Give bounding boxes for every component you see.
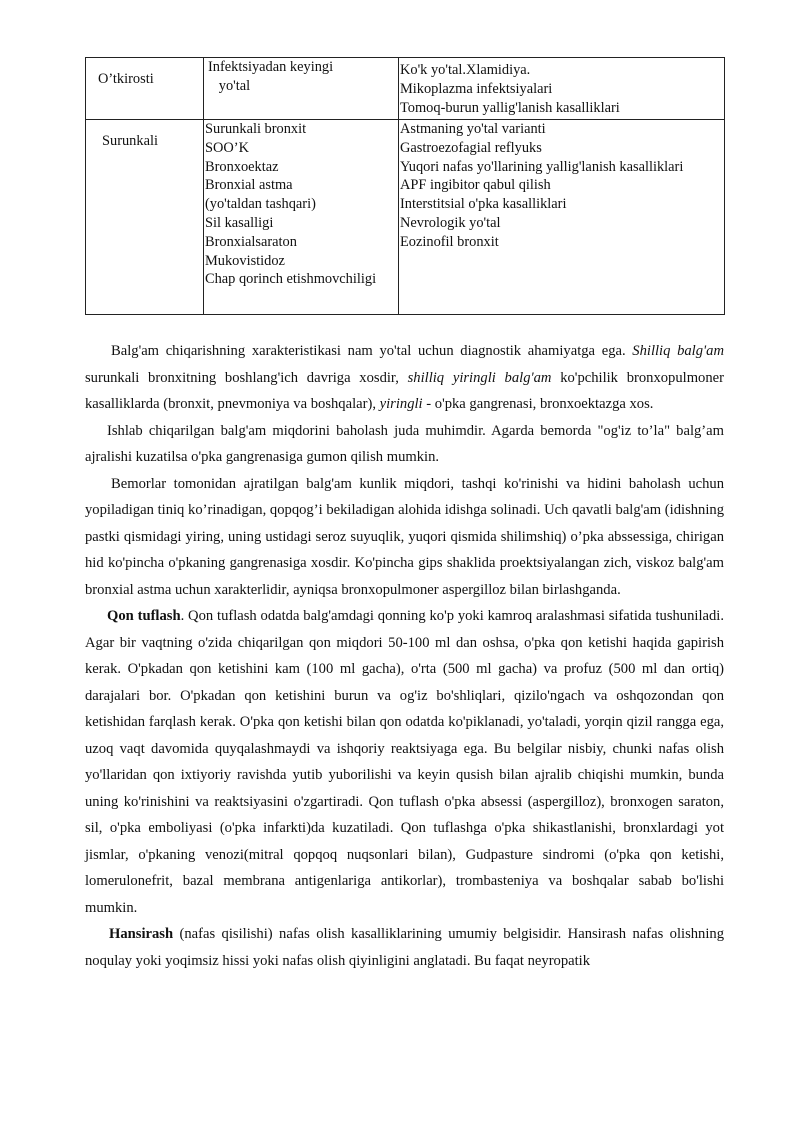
text-run: Balg'am chiqarishning xarakteristikasi nam yo'tal uchun diagnostik ahamiyatga ega. bbox=[111, 343, 633, 359]
list-item: Interstitsial o'pka kasalliklari bbox=[400, 196, 567, 213]
paragraph-sputum-assessment: Bemorlar tomonidan ajratilgan balg'am kunlik miqdori, tashqi ko'rinishi va hidini baholash uchun yopiladigan tiniq ko’rinadigan, qopqog’i bekiladigan alohida idishga solinadi. Uch qavatli balg'am (idishning pastki qismidagi yiring, uning ustidagi seroz suyuqlik, yuqori qismida shilimshiq) o’pka abssessiga, chirigan hid ko'pincha o'pkaning gangrenasiga xosdir. Ko'pincha gips shaklida proektsiyalangan zich, viskoz balg'am bronxial astma uchun xarakterlidir, ayniqsa bronxopulmoner aspergilloz bilan birlashganda. bbox=[85, 475, 724, 598]
heading-dyspnea: Hansirash bbox=[109, 926, 174, 942]
table-row bbox=[86, 58, 725, 120]
emphasis-mucopurulent-sputum: shilliq yiringli balg'am bbox=[407, 369, 552, 386]
cough-type-label: O’tkirosti bbox=[98, 71, 154, 87]
paragraph-sputum-amount: Ishlab chiqarilgan balg'am miqdorini baholash juda muhimdir. Agarda bemorda "og'iz to’la" balg’am ajralishi kuzatilsa o'pka gangrenasiga gumon qilish mumkin. bbox=[85, 422, 724, 465]
list-item: APF ingibitor qabul qilish bbox=[400, 177, 551, 194]
list-item: (yo'taldan tashqari) bbox=[205, 196, 316, 213]
table-cell-causes bbox=[204, 58, 399, 120]
cough-type-label: Surunkali bbox=[102, 133, 158, 149]
list-item: Mikoplazma infektsiyalari bbox=[400, 80, 553, 97]
list-item: Infektsiyadan keyingi bbox=[208, 59, 334, 75]
list-item: Eozinofil bronxit bbox=[400, 233, 499, 250]
causes-list bbox=[204, 120, 398, 289]
table-cell-type bbox=[86, 58, 204, 120]
table-cell-causes bbox=[204, 120, 399, 315]
text-run: (nafas qisilishi) nafas olish kasalliklarining umumiy belgisidir. Hansirash nafas olishning noqulay yoki yoqimsiz hissi yoki nafas olish qiyinligini anglatadi. Bu faqat neyropatik bbox=[85, 926, 724, 969]
text-run: ko'pchilik bronxopulmoner kasalliklarda (bronxit, pnevmoniya va boshqalar), bbox=[85, 369, 724, 412]
table-cell-notes bbox=[399, 58, 725, 120]
list-item: Ko'k yo'tal.Xlamidiya. bbox=[400, 62, 531, 78]
list-item: yo'tal bbox=[208, 77, 251, 94]
text-run: - o'pka gangrenasi, bronxoektazga xos. bbox=[422, 396, 654, 412]
emphasis-purulent: yiringli bbox=[379, 396, 423, 412]
list-item: Bronxoektaz bbox=[205, 158, 279, 175]
list-item: Yuqori nafas yo'llarining yallig'lanish kasalliklari bbox=[400, 158, 684, 175]
list-item: Bronxial astma bbox=[205, 177, 293, 194]
table-cell-type bbox=[86, 120, 204, 315]
list-item: Nevrologik yo'tal bbox=[400, 214, 501, 231]
list-item: Sil kasalligi bbox=[205, 214, 274, 231]
list-item: Chap qorinch etishmovchiligi bbox=[205, 271, 377, 288]
text-run: . Qon tuflash odatda balg'amdagi qonning ko'p yoki kamroq aralashmasi sifatida tushuniladi. Agar bir vaqtning o'zida chiqarilgan qon miqdori 50-100 ml dan oshsa, o'pka qon ketishi haqida gapirish kerak. O'pkadan qon ketishini kam (100 ml gacha), o'rta (500 ml gacha) va profuz (500 ml dan ortiq) darajalari bor. O'pkadan qon ketishini burun va og'iz bo'shliqlari, qizilo'ngach va oshqozondan qon ketishidan farqlash kerak. O'pka qon ketishi bilan qon odatda ko'piklanadi, yo'taladi, yorqin qizil rangga ega, uzoq vaqt davomida quyqalashmaydi va ishqoriy reaktsiyaga ega. Bu belgilar nisbiy, chunki nafas olish yo'llaridan qon ixtiyoriy ravishda yutib yuborilishi va keyin qusish bilan ajralib chiqishi mumkin, bunda uning ko'rinishini va reaktsiyasini o'zgartiradi. Qon tuflash o'pka absessi (aspergilloz), bronxogen saraton, sil, o'pka emboliyasi (o'pka infarkti)da kuzatiladi. Qon tuflashga o'pka shikastlanishi, bronxlardagi yot jismlar, o'pkaning venozi(mitral qopqoq nuqsonlari bilan), Gudpasture sindromi (o'pka qon ketishi, lomerulonefrit, bazal membrana antigenlariga antikorlar), trombasteniya va boshqalar sabab bo'lishi mumkin. bbox=[85, 608, 724, 916]
paragraph-sputum-character bbox=[85, 338, 724, 418]
list-item: Bronxialsaraton bbox=[205, 233, 297, 250]
emphasis-mucous-sputum: Shilliq balg'am bbox=[632, 343, 724, 359]
list-item: Mukovistidoz bbox=[205, 252, 285, 269]
list-item: Tomoq-burun yallig'lanish kasalliklari bbox=[400, 99, 620, 116]
table-row bbox=[86, 120, 725, 315]
list-item: Surunkali bronxit bbox=[205, 121, 307, 137]
causes-list bbox=[204, 58, 398, 96]
heading-hemoptysis: Qon tuflash bbox=[107, 608, 181, 624]
text-run: surunkali bronxitning boshlang'ich davriga xosdir, bbox=[85, 369, 408, 386]
body-text bbox=[85, 338, 724, 974]
paragraph-dyspnea bbox=[85, 921, 724, 974]
list-item: Astmaning yo'tal varianti bbox=[400, 121, 546, 137]
paragraph-hemoptysis bbox=[85, 603, 724, 921]
cough-classification-table bbox=[85, 57, 725, 315]
notes-list bbox=[399, 120, 724, 252]
table-cell-notes bbox=[399, 120, 725, 315]
list-item: Gastroezofagial reflyuks bbox=[400, 139, 542, 156]
notes-list bbox=[399, 58, 724, 117]
list-item: SOO’K bbox=[205, 139, 249, 156]
